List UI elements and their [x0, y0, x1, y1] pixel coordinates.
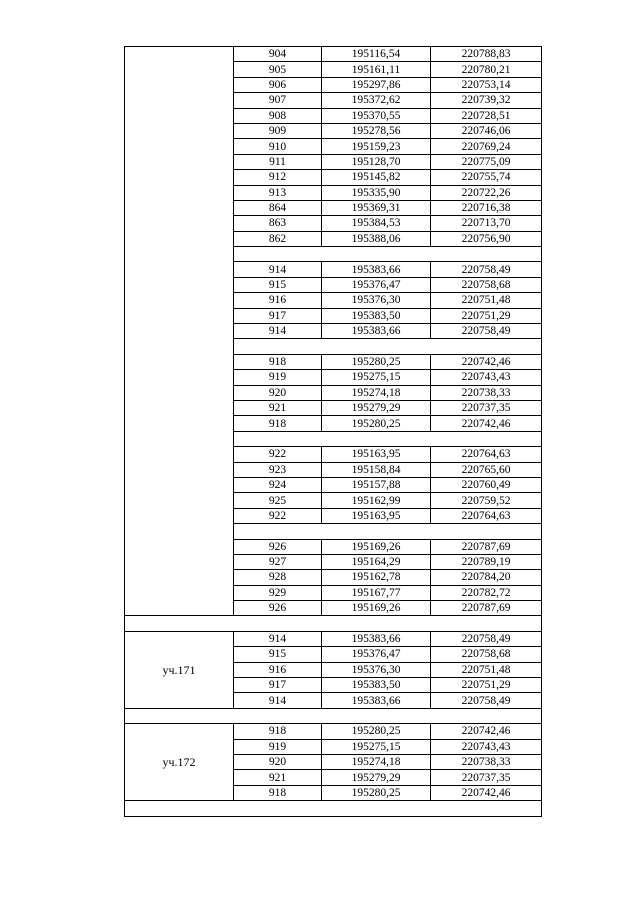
- x-coordinate-cell: 195162,99: [322, 493, 431, 508]
- empty-cell: [234, 524, 542, 539]
- x-coordinate-cell: 195335,90: [322, 185, 431, 200]
- x-coordinate-cell: 195372,62: [322, 93, 431, 108]
- y-coordinate-cell: 220751,29: [431, 308, 542, 323]
- point-number-cell: 915: [234, 647, 322, 662]
- point-number-cell: 919: [234, 370, 322, 385]
- x-coordinate-cell: 195376,47: [322, 647, 431, 662]
- y-coordinate-cell: 220756,90: [431, 231, 542, 246]
- empty-cell: [125, 801, 542, 816]
- y-coordinate-cell: 220765,60: [431, 462, 542, 477]
- plot-label: [125, 47, 234, 616]
- point-number-cell: 918: [234, 416, 322, 431]
- x-coordinate-cell: 195383,66: [322, 262, 431, 277]
- x-coordinate-cell: 195163,95: [322, 447, 431, 462]
- plot-label: уч.172: [125, 724, 234, 801]
- point-number-cell: 922: [234, 508, 322, 523]
- y-coordinate-cell: 220738,33: [431, 754, 542, 769]
- y-coordinate-cell: 220742,46: [431, 416, 542, 431]
- point-number-cell: 910: [234, 139, 322, 154]
- x-coordinate-cell: 195116,54: [322, 47, 431, 62]
- y-coordinate-cell: 220753,14: [431, 77, 542, 92]
- point-number-cell: 919: [234, 739, 322, 754]
- x-coordinate-cell: 195167,77: [322, 585, 431, 600]
- x-coordinate-cell: 195384,53: [322, 216, 431, 231]
- x-coordinate-cell: 195163,95: [322, 508, 431, 523]
- x-coordinate-cell: 195280,25: [322, 416, 431, 431]
- y-coordinate-cell: 220722,26: [431, 185, 542, 200]
- x-coordinate-cell: 195169,26: [322, 539, 431, 554]
- y-coordinate-cell: 220758,49: [431, 693, 542, 708]
- y-coordinate-cell: 220751,48: [431, 293, 542, 308]
- x-coordinate-cell: 195370,55: [322, 108, 431, 123]
- x-coordinate-cell: 195376,30: [322, 293, 431, 308]
- point-number-cell: 920: [234, 385, 322, 400]
- y-coordinate-cell: 220755,74: [431, 170, 542, 185]
- y-coordinate-cell: 220742,46: [431, 724, 542, 739]
- point-number-cell: 921: [234, 400, 322, 415]
- y-coordinate-cell: 220751,29: [431, 678, 542, 693]
- y-coordinate-cell: 220758,49: [431, 262, 542, 277]
- point-number-cell: 916: [234, 662, 322, 677]
- point-number-cell: 921: [234, 770, 322, 785]
- y-coordinate-cell: 220758,68: [431, 277, 542, 292]
- point-number-cell: 913: [234, 185, 322, 200]
- point-number-cell: 914: [234, 262, 322, 277]
- y-coordinate-cell: 220738,33: [431, 385, 542, 400]
- x-coordinate-cell: 195369,31: [322, 200, 431, 215]
- point-number-cell: 864: [234, 200, 322, 215]
- table-row: [125, 631, 542, 646]
- point-number-cell: 918: [234, 724, 322, 739]
- point-number-cell: 923: [234, 462, 322, 477]
- point-number-cell: 916: [234, 293, 322, 308]
- x-coordinate-cell: 195274,18: [322, 385, 431, 400]
- y-coordinate-cell: 220743,43: [431, 370, 542, 385]
- x-coordinate-cell: 195157,88: [322, 477, 431, 492]
- y-coordinate-cell: 220764,63: [431, 508, 542, 523]
- y-coordinate-cell: 220751,48: [431, 662, 542, 677]
- x-coordinate-cell: 195274,18: [322, 754, 431, 769]
- x-coordinate-cell: 195275,15: [322, 739, 431, 754]
- point-number-cell: 922: [234, 447, 322, 462]
- y-coordinate-cell: 220758,49: [431, 324, 542, 339]
- x-coordinate-cell: 195128,70: [322, 154, 431, 169]
- y-coordinate-cell: 220775,09: [431, 154, 542, 169]
- point-number-cell: 926: [234, 539, 322, 554]
- point-number-cell: 918: [234, 785, 322, 800]
- point-number-cell: 906: [234, 77, 322, 92]
- x-coordinate-cell: 195383,66: [322, 324, 431, 339]
- x-coordinate-cell: 195280,25: [322, 354, 431, 369]
- y-coordinate-cell: 220788,83: [431, 47, 542, 62]
- point-number-cell: 927: [234, 554, 322, 569]
- point-number-cell: 909: [234, 123, 322, 138]
- point-number-cell: 920: [234, 754, 322, 769]
- x-coordinate-cell: 195297,86: [322, 77, 431, 92]
- point-number-cell: 926: [234, 601, 322, 616]
- point-number-cell: 911: [234, 154, 322, 169]
- point-number-cell: 914: [234, 324, 322, 339]
- point-number-cell: 905: [234, 62, 322, 77]
- x-coordinate-cell: 195383,66: [322, 693, 431, 708]
- y-coordinate-cell: 220764,63: [431, 447, 542, 462]
- point-number-cell: 917: [234, 678, 322, 693]
- point-number-cell: 925: [234, 493, 322, 508]
- x-coordinate-cell: 195376,47: [322, 277, 431, 292]
- y-coordinate-cell: 220746,06: [431, 123, 542, 138]
- x-coordinate-cell: 195383,50: [322, 308, 431, 323]
- y-coordinate-cell: 220787,69: [431, 601, 542, 616]
- x-coordinate-cell: 195279,29: [322, 770, 431, 785]
- y-coordinate-cell: 220769,24: [431, 139, 542, 154]
- point-number-cell: 928: [234, 570, 322, 585]
- x-coordinate-cell: 195145,82: [322, 170, 431, 185]
- point-number-cell: 908: [234, 108, 322, 123]
- coordinates-table-body: [125, 47, 542, 817]
- x-coordinate-cell: 195388,06: [322, 231, 431, 246]
- empty-cell: [234, 339, 542, 354]
- x-coordinate-cell: 195169,26: [322, 601, 431, 616]
- coordinates-table: [124, 46, 542, 817]
- point-number-cell: 918: [234, 354, 322, 369]
- x-coordinate-cell: 195383,50: [322, 678, 431, 693]
- x-coordinate-cell: 195159,23: [322, 139, 431, 154]
- point-number-cell: 907: [234, 93, 322, 108]
- y-coordinate-cell: 220739,32: [431, 93, 542, 108]
- x-coordinate-cell: 195280,25: [322, 724, 431, 739]
- table-row: [125, 47, 542, 62]
- group-separator-row: [125, 616, 542, 631]
- point-number-cell: 904: [234, 47, 322, 62]
- y-coordinate-cell: 220737,35: [431, 770, 542, 785]
- y-coordinate-cell: 220713,70: [431, 216, 542, 231]
- x-coordinate-cell: 195383,66: [322, 631, 431, 646]
- empty-cell: [125, 708, 542, 723]
- point-number-cell: 917: [234, 308, 322, 323]
- x-coordinate-cell: 195279,29: [322, 400, 431, 415]
- group-separator-row: [125, 708, 542, 723]
- y-coordinate-cell: 220728,51: [431, 108, 542, 123]
- x-coordinate-cell: 195158,84: [322, 462, 431, 477]
- table-row: [125, 724, 542, 739]
- y-coordinate-cell: 220760,49: [431, 477, 542, 492]
- y-coordinate-cell: 220759,52: [431, 493, 542, 508]
- y-coordinate-cell: 220780,21: [431, 62, 542, 77]
- point-number-cell: 912: [234, 170, 322, 185]
- group-separator-row: [125, 801, 542, 816]
- point-number-cell: 863: [234, 216, 322, 231]
- y-coordinate-cell: 220784,20: [431, 570, 542, 585]
- plot-label: уч.171: [125, 631, 234, 708]
- y-coordinate-cell: 220758,68: [431, 647, 542, 662]
- empty-cell: [234, 431, 542, 446]
- x-coordinate-cell: 195280,25: [322, 785, 431, 800]
- y-coordinate-cell: 220737,35: [431, 400, 542, 415]
- point-number-cell: 929: [234, 585, 322, 600]
- point-number-cell: 924: [234, 477, 322, 492]
- y-coordinate-cell: 220742,46: [431, 354, 542, 369]
- y-coordinate-cell: 220787,69: [431, 539, 542, 554]
- point-number-cell: 914: [234, 631, 322, 646]
- x-coordinate-cell: 195275,15: [322, 370, 431, 385]
- document-page: [124, 46, 541, 817]
- empty-cell: [125, 616, 542, 631]
- y-coordinate-cell: 220716,38: [431, 200, 542, 215]
- point-number-cell: 915: [234, 277, 322, 292]
- x-coordinate-cell: 195376,30: [322, 662, 431, 677]
- y-coordinate-cell: 220743,43: [431, 739, 542, 754]
- x-coordinate-cell: 195162,78: [322, 570, 431, 585]
- y-coordinate-cell: 220789,19: [431, 554, 542, 569]
- point-number-cell: 862: [234, 231, 322, 246]
- y-coordinate-cell: 220758,49: [431, 631, 542, 646]
- empty-cell: [234, 247, 542, 262]
- y-coordinate-cell: 220782,72: [431, 585, 542, 600]
- point-number-cell: 914: [234, 693, 322, 708]
- x-coordinate-cell: 195278,56: [322, 123, 431, 138]
- x-coordinate-cell: 195164,29: [322, 554, 431, 569]
- x-coordinate-cell: 195161,11: [322, 62, 431, 77]
- y-coordinate-cell: 220742,46: [431, 785, 542, 800]
